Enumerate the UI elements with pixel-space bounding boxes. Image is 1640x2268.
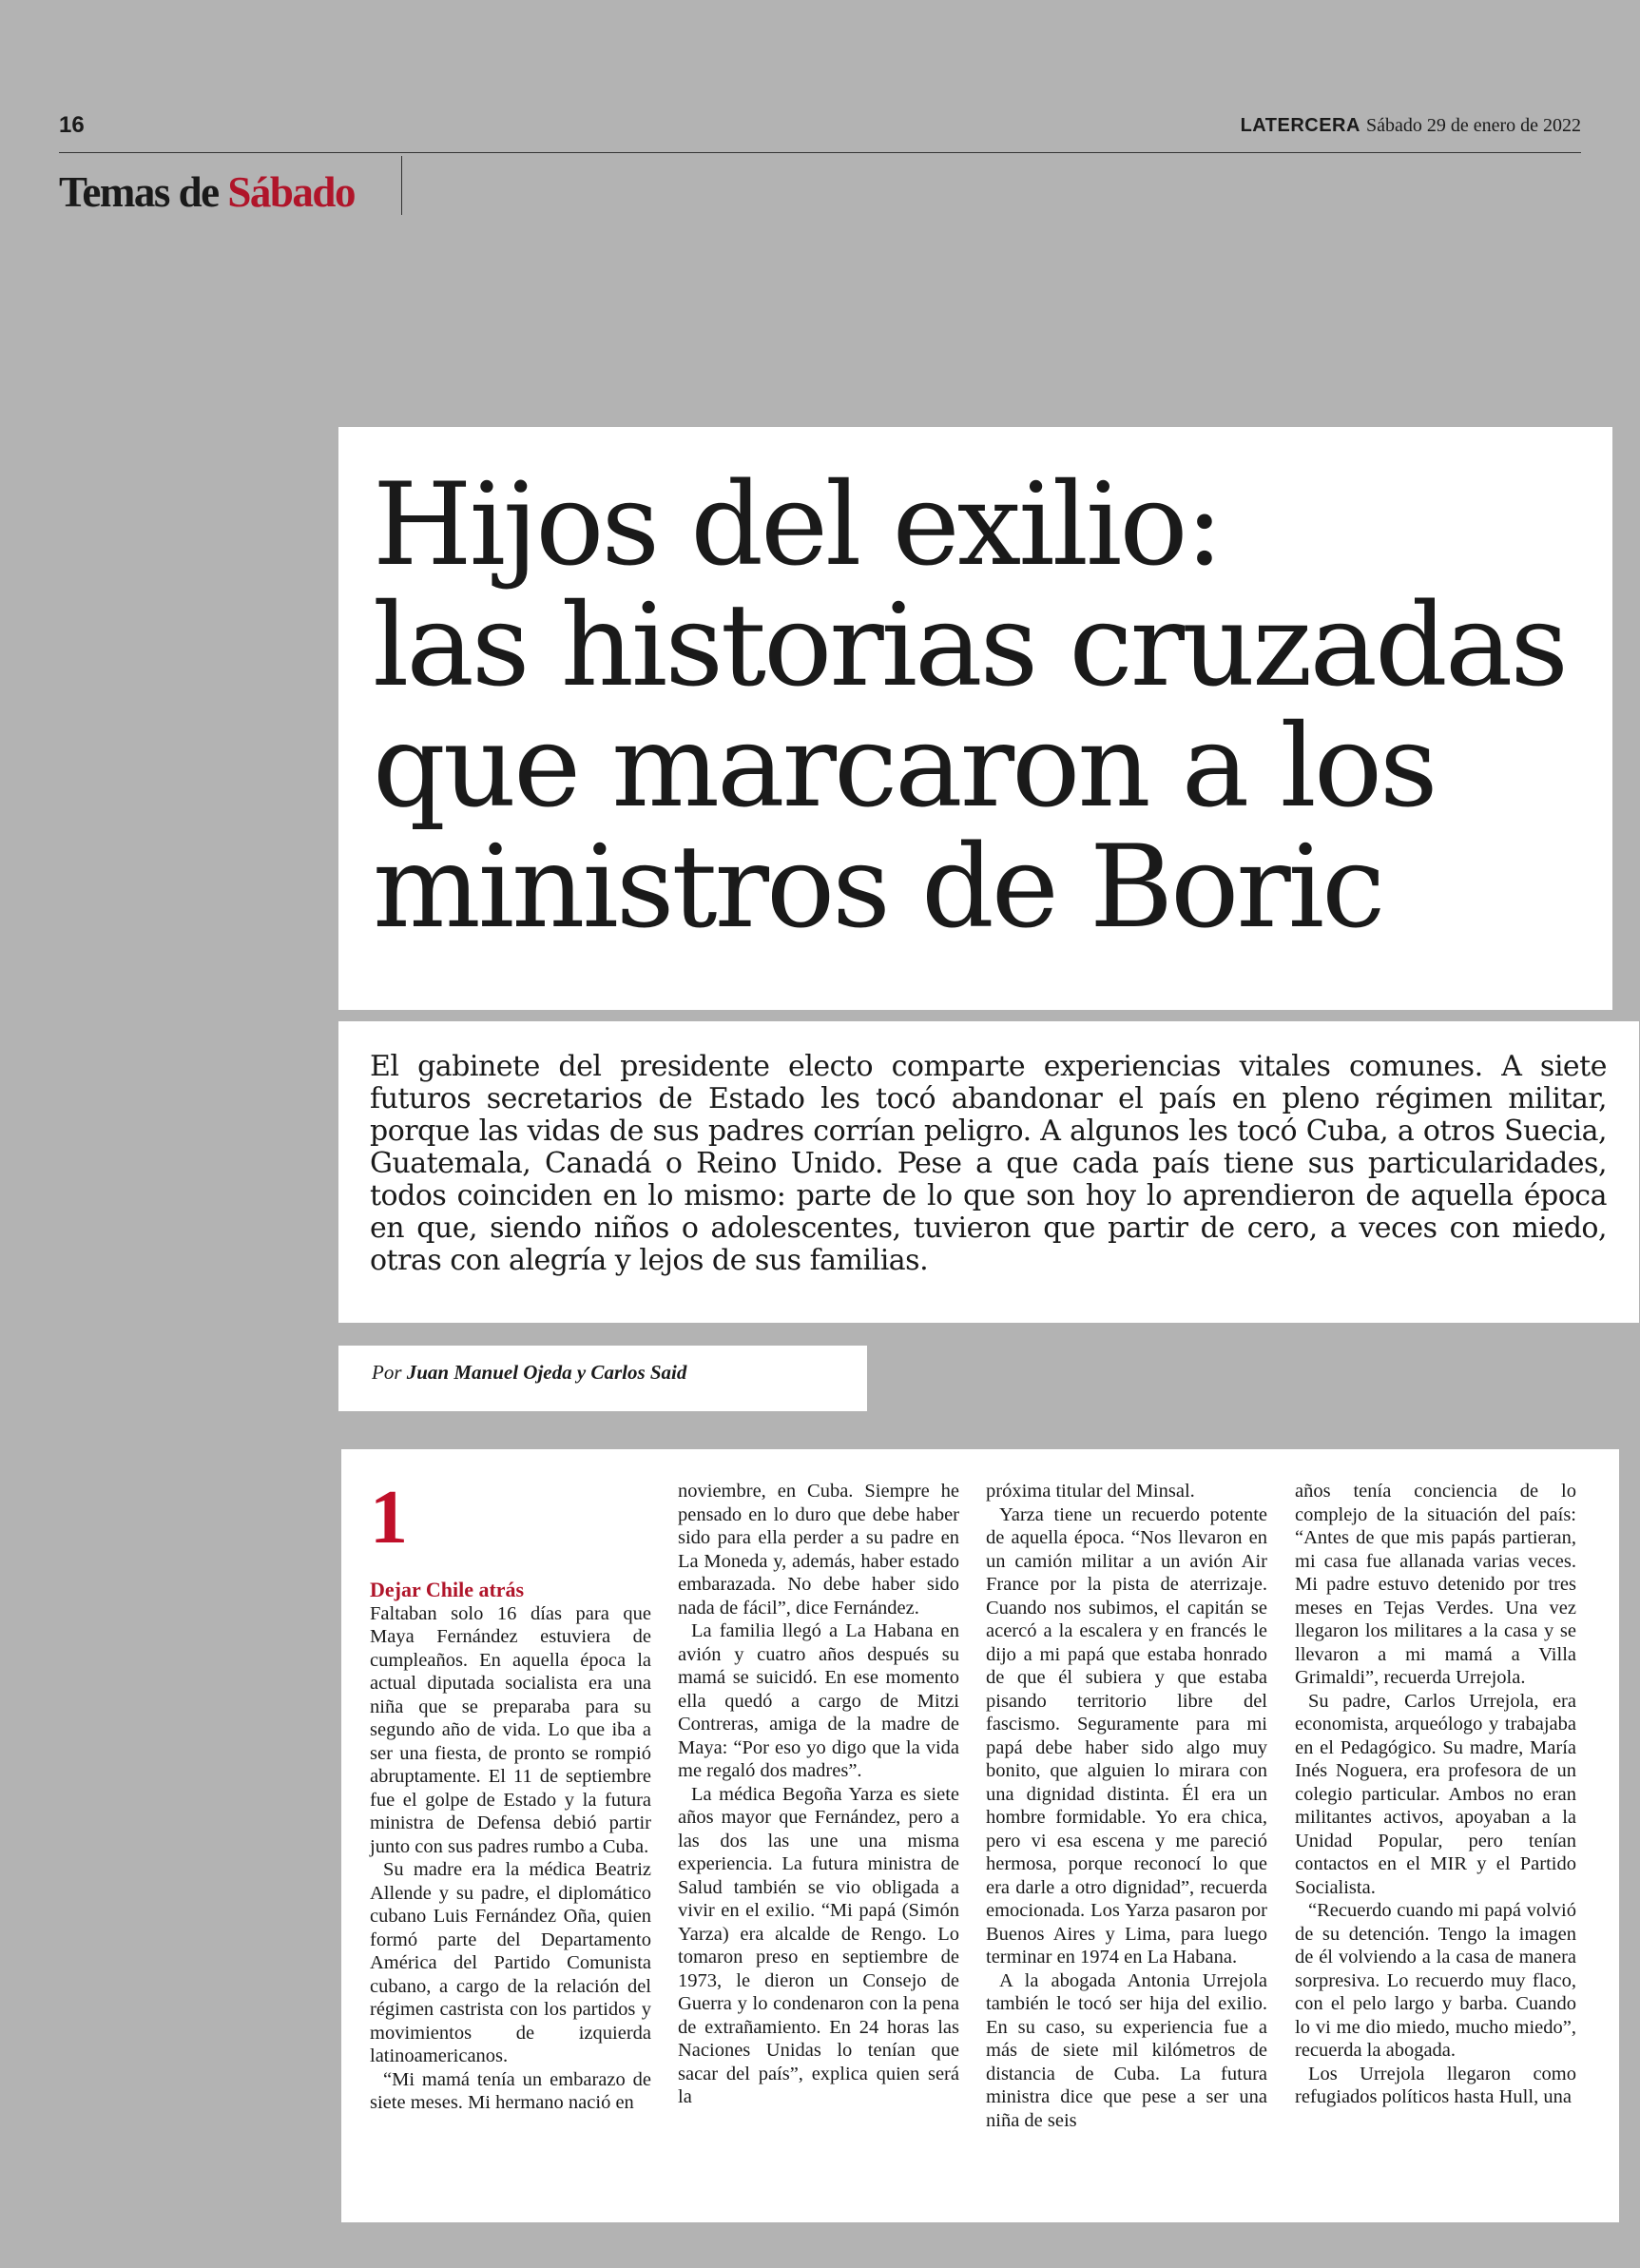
paragraph: años tenía conciencia de lo complejo de la situación del país: “Antes de que mis papás partieran, mi casa fue allanada varias veces. Mi padre estuvo detenido por tres meses en Tejas Verdes. Una vez llegaron los militares a la casa y se llevaron a mi mamá a Villa Grimaldi”, recuerda Urrejola.	[1295, 1481, 1576, 1688]
paragraph: Yarza tiene un recuerdo potente de aquella época. “Nos llevaron en un camión militar a un avión Air France por la pista de aterrizaje. Cuando nos subimos, el capitán se acercó a la escalera y en francés le dijo a mi papá que estaba honrado de que él subiera y que estaba pisando territorio libre del fascismo. Seguramente para mi papá debe haber sido algo muy bonito, que alguien lo mirara con una dignidad distinta. Él era un hombre formidable. Yo era chica, pero vi esa escena y me pareció hermosa, porque reconocí lo que era darle a otro dignidad”, recuerda emocionada. Los Yarza pasaron por Buenos Aires y Lima, para luego terminar en 1974 en La Habana.	[986, 1503, 1267, 1968]
byline-prefix: Por	[372, 1361, 402, 1384]
paragraph: La familia llegó a La Habana en avión y cuatro años después su mamá se suicidó. En ese momento ella quedó a cargo de Mitzi Contreras, amiga de la madre de Maya: “Por eso yo digo que la vida me regaló dos madres”.	[678, 1620, 959, 1781]
article-body	[341, 1449, 1619, 2222]
page-number: 16	[59, 112, 85, 138]
headline-line-3: que marcaron a los	[373, 701, 1436, 833]
chapter-number: 1	[370, 1476, 408, 1560]
paragraph: próxima titular del Minsal.	[986, 1481, 1195, 1502]
paragraph: “Mi mamá tenía un embarazo de siete meses. Mi hermano nació en	[370, 2068, 651, 2113]
article-column-4	[1295, 1480, 1576, 2109]
headline-line-4: ministros de Boric	[373, 822, 1383, 954]
lead-paragraph: El gabinete del presidente electo comparte experiencias vitales comunes. A siete futuros secretarios de Estado les tocó abandonar el país en pleno régimen militar, porque las vidas de sus padres corrían peligro. A algunos les tocó Cuba, a otros Suecia, Guatemala, Canadá o Reino Unido. Pese a que cada país tiene sus particularidades, todos coinciden en lo mismo: parte de lo que son hoy lo aprendieron de aquella época en que, siendo niños o adolescentes, tuvieron que partir de cero, a veces con miedo, otras con alegría y lejos de sus familias.	[370, 1050, 1607, 1277]
section-label-part2: Sábado	[227, 168, 355, 216]
article-column-1	[370, 1476, 651, 2115]
header-rule	[59, 152, 1581, 153]
masthead	[1241, 115, 1581, 137]
article-column-3	[986, 1480, 1267, 2132]
byline	[338, 1346, 867, 1411]
paragraph: A la abogada Antonia Urrejola también le tocó ser hija del exilio. En su caso, su experiencia fue a más de siete mil kilómetros de distancia de Cuba. La futura ministra dice que pese a ser una niña de seis	[986, 1969, 1267, 2131]
headline-line-1: Hijos del exilio:	[373, 459, 1222, 591]
article-column-2	[678, 1480, 959, 2109]
section-label-part1: Temas de	[59, 168, 228, 216]
paragraph: noviembre, en Cuba. Siempre he pensado en lo duro que debe haber sido para ella perder a su padre en La Moneda y, además, haber estado embarazada. No debe haber sido nada de fácil”, dice Fernández.	[678, 1481, 959, 1619]
issue-date: Sábado 29 de enero de 2022	[1365, 115, 1581, 136]
headline	[373, 459, 1584, 954]
headline-line-2: las historias cruzadas	[373, 580, 1566, 712]
newspaper-brand: LATERCERA	[1240, 115, 1360, 136]
byline-authors: Juan Manuel Ojeda y Carlos Said	[406, 1361, 687, 1384]
article-subhead: Dejar Chile atrás	[370, 1578, 525, 1601]
paragraph: “Recuerdo cuando mi papá volvió de su detención. Tengo la imagen de él volviendo a la casa de manera sorpresiva. Lo recuerdo muy flaco, con el pelo largo y barba. Cuando lo vi me dio miedo, mucho miedo”, recuerda la abogada.	[1295, 1900, 1576, 2061]
paragraph: Su madre era la médica Beatriz Allende y su padre, el diplomático cubano Luis Fernández Oña, quien formó parte del Departamento América del Partido Comunista cubano, a cargo de la relación del régimen castrista con los partidos y movimientos de izquierda latinoamericanos.	[370, 1859, 651, 2066]
headline-panel	[338, 427, 1612, 1010]
lead-panel	[338, 1021, 1639, 1323]
paragraph: Su padre, Carlos Urrejola, era economista, arqueólogo y trabajaba en el Pedagógico. Su madre, María Inés Noguera, era profesora de un colegio particular. Ambos no eran militantes activos, apoyaban a la Unidad Popular, pero tenían contactos en el MIR y el Partido Socialista.	[1295, 1690, 1576, 1898]
paragraph: Los Urrejola llegaron como refugiados políticos hasta Hull, una	[1295, 2063, 1576, 2107]
paragraph: La médica Begoña Yarza es siete años mayor que Fernández, pero a las dos las une una misma experiencia. La futura ministra de Salud también se vio obligada a vivir en el exilio. “Mi papá (Simón Yarza) era alcalde de Rengo. Lo tomaron preso en septiembre de 1973, le dieron un Consejo de Guerra y lo condenaron con la pena de extrañamiento. En 24 horas las Naciones Unidas lo tenían que sacar del país”, explica quien será la	[678, 1783, 959, 2107]
section-label	[59, 167, 355, 217]
paragraph: Faltaban solo 16 días para que Maya Fernández estuviera de cumpleaños. En aquella época la actual diputada socialista era una niña que se preparaba para su segundo año de vida. Lo que iba a ser una fiesta, de pronto se rompió abruptamente. El 11 de septiembre fue el golpe de Estado y la futura ministra de Defensa debió partir junto con sus padres rumbo a Cuba.	[370, 1602, 651, 1857]
section-divider	[401, 156, 402, 215]
